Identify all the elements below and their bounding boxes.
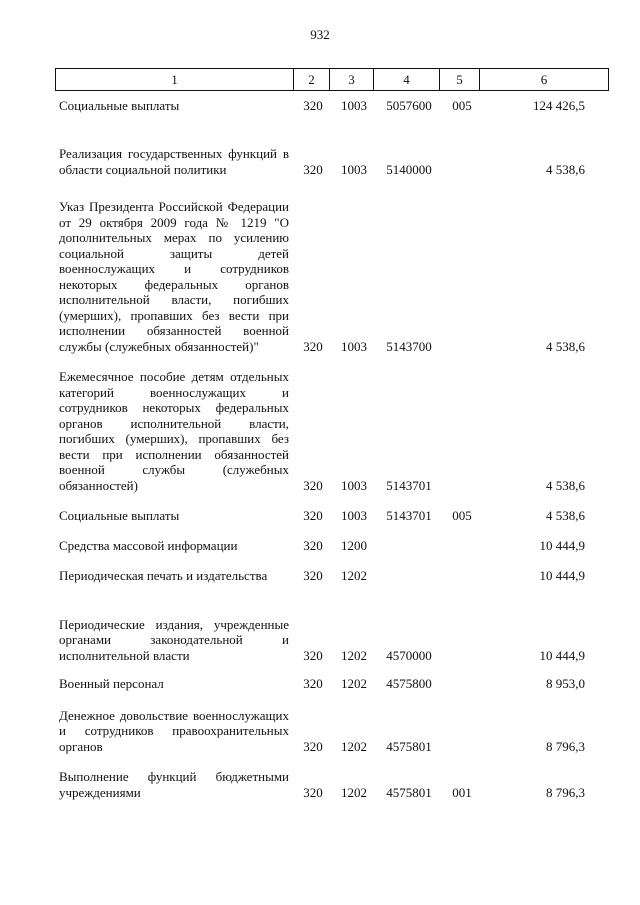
row-code-2: 320 [303,507,323,523]
row-code-3: 1202 [341,647,367,663]
row-code-3: 1003 [341,477,367,493]
row-code-5: 005 [452,97,472,113]
row-name: Реализация государственных функций в области социальной политики [59,146,289,177]
row-code-4: 5143701 [386,477,432,493]
row-code-3: 1200 [341,537,367,553]
page-number: 932 [310,27,330,42]
row-code-5: 001 [452,784,472,800]
row-code-5: 005 [452,507,472,523]
row-name: Ежемесячное пособие детям отдельных категорий военнослужащих и сотрудников некоторых федеральных органов исполнительной власти, погибших (умерших), пропавших без вести при исполнении обязанностей военной службы (служебных обязанностей) [59,369,289,493]
row-name: Средства массовой информации [59,537,238,553]
table-row [0,506,640,523]
table-row [0,703,640,754]
column-header-table [55,68,609,91]
row-code-4: 4570000 [386,647,432,663]
column-header-1: 1 [56,69,294,91]
row-code-3: 1202 [341,675,367,691]
table-row [0,536,640,553]
row-amount: 10 444,9 [539,567,585,583]
row-code-4: 5143701 [386,507,432,523]
table-row [0,126,640,177]
row-name: Денежное довольствие военнослужащих и сотрудников правоохранительных органов [59,707,289,754]
row-code-2: 320 [303,784,323,800]
row-code-2: 320 [303,477,323,493]
row-name: Социальные выплаты [59,507,180,523]
row-amount: 10 444,9 [539,537,585,553]
row-name: Выполнение функций бюджетными учреждениями [59,769,289,800]
row-code-2: 320 [303,647,323,663]
row-code-4: 5140000 [386,161,432,177]
row-code-4: 5057600 [386,97,432,113]
column-header-5: 5 [440,69,480,91]
row-code-4: 4575800 [386,675,432,691]
table-row [0,566,640,583]
column-header-4: 4 [374,69,440,91]
row-code-3: 1202 [341,738,367,754]
row-code-2: 320 [303,567,323,583]
row-name: Указ Президента Российской Федерации от 29 октября 2009 года № 1219 "О дополнительных мерах по усилению социальной защиты детей военнослужащих и сотрудников некоторых федеральных органов исполнительной власти, погибших (умерших), пропавших без вести при исполнении обязанностей военной службы (служебных обязанностей)" [59,199,289,354]
column-header-6: 6 [480,69,609,91]
row-code-2: 320 [303,97,323,113]
row-amount: 4 538,6 [546,477,585,493]
row-code-2: 320 [303,338,323,354]
table-row [0,96,640,113]
row-amount: 124 426,5 [533,97,585,113]
row-code-3: 1003 [341,97,367,113]
row-code-3: 1003 [341,161,367,177]
column-header-row [56,69,609,91]
column-header-3: 3 [330,69,374,91]
row-amount: 4 538,6 [546,507,585,523]
table-row [0,190,640,354]
row-amount: 10 444,9 [539,647,585,663]
row-code-4: 4575801 [386,784,432,800]
row-code-3: 1003 [341,338,367,354]
table-row [0,596,640,663]
row-code-3: 1202 [341,567,367,583]
row-name: Периодические издания, учрежденные органами законодательной и исполнительной власти [59,616,289,663]
table-row [0,674,640,691]
row-name: Военный персонал [59,675,164,691]
row-amount: 8 953,0 [546,675,585,691]
row-code-3: 1003 [341,507,367,523]
row-code-2: 320 [303,537,323,553]
row-amount: 8 796,3 [546,738,585,754]
row-code-2: 320 [303,161,323,177]
column-header-2: 2 [294,69,330,91]
row-amount: 8 796,3 [546,784,585,800]
row-amount: 4 538,6 [546,161,585,177]
table-row [0,765,640,800]
row-code-4: 5143700 [386,338,432,354]
row-amount: 4 538,6 [546,338,585,354]
row-code-4: 4575801 [386,738,432,754]
row-code-3: 1202 [341,784,367,800]
table-row [0,366,640,493]
row-code-2: 320 [303,675,323,691]
row-name: Социальные выплаты [59,97,180,113]
row-code-2: 320 [303,738,323,754]
row-name: Периодическая печать и издательства [59,567,268,583]
